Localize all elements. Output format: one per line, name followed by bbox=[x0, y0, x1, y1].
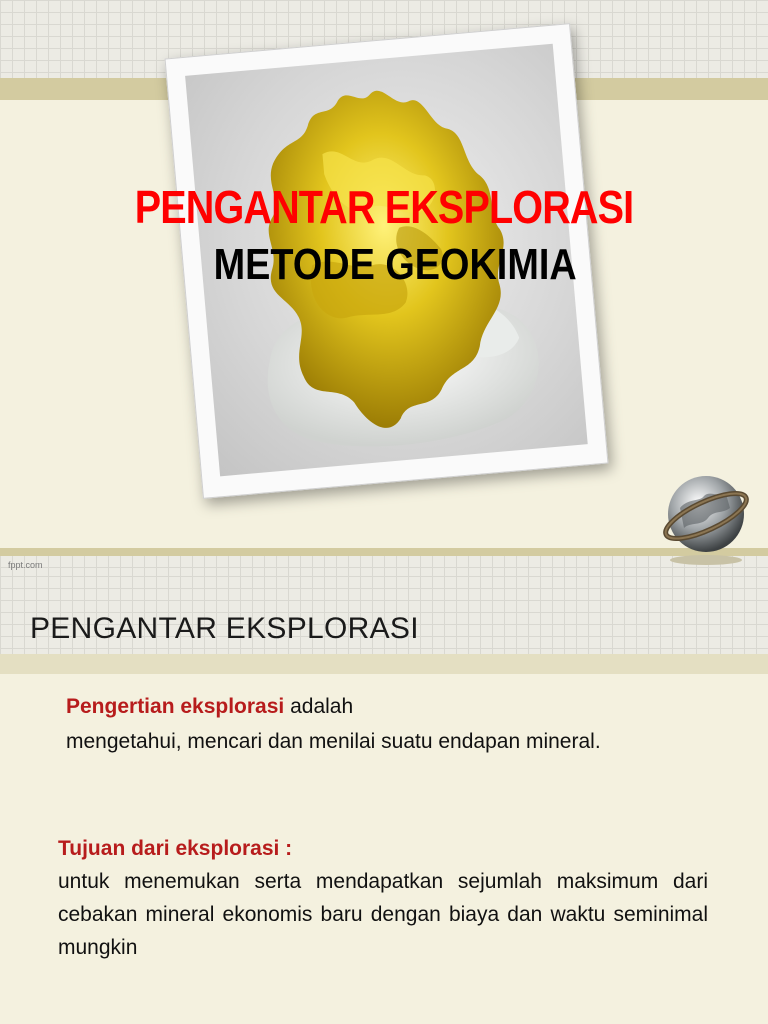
definition-connector: adalah bbox=[284, 695, 354, 718]
purpose-paragraph bbox=[58, 832, 708, 964]
purpose-text: untuk menemukan serta mendapatkan sejumlah maksimum dari cebakan mineral ekonomis baru dengan biaya dan waktu seminimal mungkin bbox=[58, 870, 708, 959]
definition-text: mengetahui, mencari dan menilai suatu endapan mineral. bbox=[66, 730, 601, 753]
definition-term: Pengertian eksplorasi bbox=[66, 695, 285, 718]
definition-paragraph bbox=[66, 690, 678, 758]
content-heading: PENGANTAR EKSPLORASI bbox=[30, 612, 419, 645]
slide-title-line1: PENGANTAR EKSPLORASI bbox=[134, 181, 634, 233]
slide-title-line2: METODE GEOKIMIA bbox=[213, 240, 577, 289]
globe-icon bbox=[660, 468, 752, 566]
content-slide bbox=[0, 576, 768, 1024]
purpose-heading: Tujuan dari eksplorasi : bbox=[58, 837, 293, 860]
bottom-band bbox=[0, 548, 768, 556]
template-credit: fppt.com bbox=[8, 560, 43, 570]
bottom-grid-strip bbox=[0, 555, 768, 576]
header-band bbox=[0, 654, 768, 674]
